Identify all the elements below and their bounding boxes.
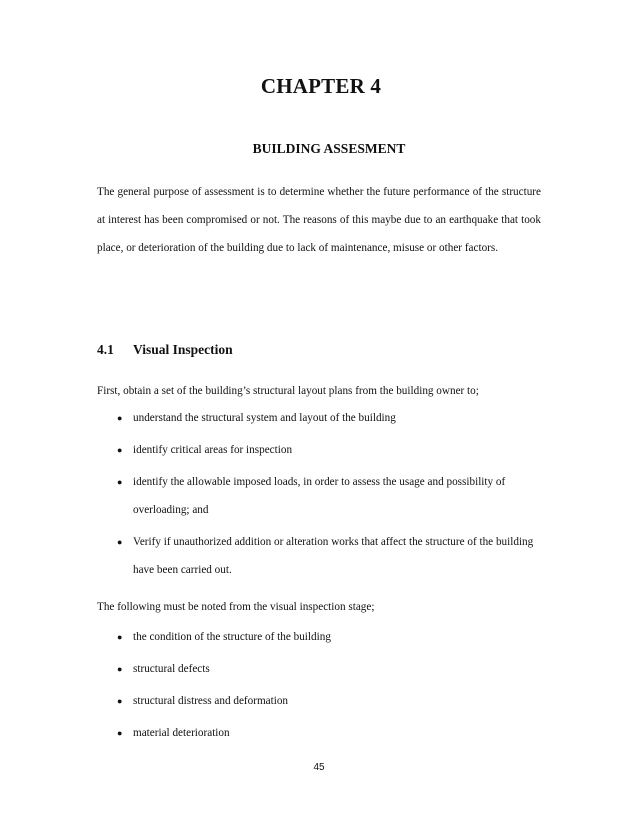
section-heading: [97, 342, 233, 358]
list-item: [97, 687, 547, 715]
chapter-subtitle: BUILDING ASSESMENT: [252, 141, 406, 156]
list-item-text: the condition of the structure of the building: [133, 631, 331, 643]
section-lead-paragraph: First, obtain a set of the building’s structural layout plans from the building owner to;: [97, 385, 479, 397]
list-item: [97, 719, 547, 747]
page-number: 45: [313, 762, 325, 773]
chapter-title: CHAPTER 4: [260, 74, 382, 98]
list-item-text: structural defects: [133, 663, 210, 675]
bullet-icon: ●: [117, 632, 123, 642]
section-title: Visual Inspection: [133, 342, 233, 357]
bullet-icon: ●: [117, 413, 123, 423]
list-item-text: structural distress and deformation: [133, 695, 289, 707]
list-item: [97, 468, 547, 524]
list-item-text: identify the allowable imposed loads, in order to assess the usage and possibility of overloading; and: [133, 476, 506, 516]
list-item: [97, 623, 547, 651]
intro-paragraph: The general purpose of assessment is to determine whether the future performance of the structure at interest has been compromised or not. The reasons of this maybe due to an earthquake that took place, or deterioration of the building due to lack of maintenance, misuse or other factors.: [97, 186, 541, 254]
bullet-icon: ●: [117, 664, 123, 674]
list-item: [97, 655, 547, 683]
list-item: [97, 528, 547, 584]
list-item-text: Verify if unauthorized addition or alteration works that affect the structure of the building have been carried out.: [133, 536, 534, 576]
list-item: [97, 404, 547, 432]
list-item: [97, 436, 547, 464]
bullet-list-notes: [97, 623, 547, 751]
bullet-list-plans: [97, 404, 547, 588]
section-number: 4.1: [97, 342, 114, 357]
bullet-icon: ●: [117, 445, 123, 455]
list-item-text: understand the structural system and layout of the building: [133, 412, 396, 424]
bullet-icon: ●: [117, 696, 123, 706]
list-item-text: identify critical areas for inspection: [133, 444, 293, 456]
bullet-icon: ●: [117, 477, 123, 487]
list-item-text: material deterioration: [133, 727, 230, 739]
bullet-icon: ●: [117, 728, 123, 738]
bullet-icon: ●: [117, 537, 123, 547]
section-lead2-paragraph: The following must be noted from the visual inspection stage;: [97, 601, 375, 613]
